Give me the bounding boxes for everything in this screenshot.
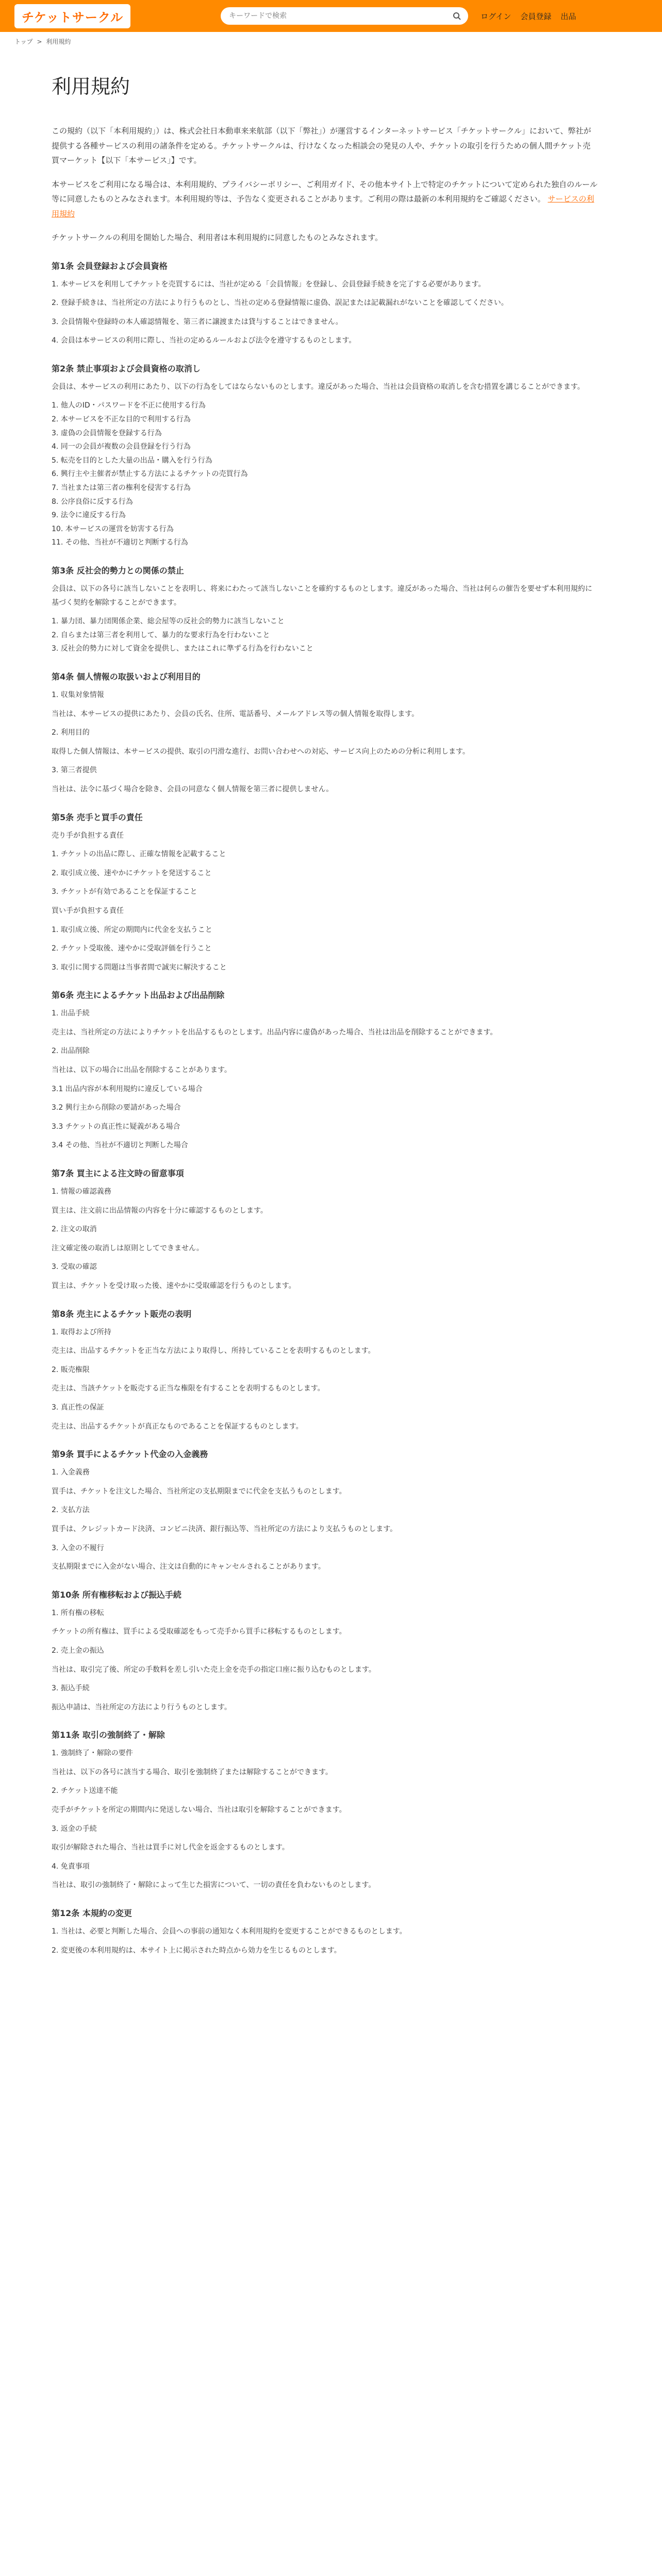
- section-paragraph: 買主は、注文前に出品情報の内容を十分に確認するものとします。: [52, 1206, 268, 1215]
- section-paragraph: 4. 会員は本サービスの利用に際し、当社の定めるルールおよび法令を遵守するものとします。: [52, 336, 356, 345]
- list-item: 5. 転売を目的とした大量の出品・購入を行う行為: [52, 456, 212, 465]
- search-icon[interactable]: [453, 12, 461, 20]
- section-paragraph: 3. 返金の手続: [52, 1824, 97, 1833]
- main-content: [39, 71, 610, 1975]
- section-paragraph: 1. 取引成立後、所定の期間内に代金を支払うこと: [52, 925, 212, 934]
- section-heading: 第3条 反社会的勢力との関係の禁止: [52, 566, 184, 575]
- section-paragraph: 売り手が負担する責任: [52, 831, 124, 840]
- section-paragraph: 1. 本サービスを利用してチケットを売買するには、当社が定める「会員情報」を登録し、会員登録手続きを完了する必要があります。: [52, 280, 486, 289]
- section-paragraph: 売主は、出品するチケットを正当な方法により取得し、所持していることを表明するものとします。: [52, 1347, 375, 1355]
- section-paragraph: 3.1 出品内容が本利用規約に違反している場合: [52, 1084, 203, 1093]
- section-paragraph: 当社は、以下の各号に該当する場合、取引を強制終了または解除することができます。: [52, 1768, 333, 1776]
- list-item: 2. 自らまたは第三者を利用して、暴力的な要求行為を行わないこと: [52, 631, 270, 639]
- section-paragraph: 1. 当社は、必要と判断した場合、会員への事前の通知なく本利用規約を変更することができるものとします。: [52, 1927, 407, 1936]
- section-paragraph: 振込申請は、当社所定の方法により行うものとします。: [52, 1703, 231, 1711]
- section-paragraph: チケットの所有権は、買手による受取確認をもって売手から買手に移転するものとします。: [52, 1628, 346, 1636]
- section-paragraph: 3. 入金の不履行: [52, 1544, 104, 1552]
- section-paragraph: 会員は、以下の各号に該当しないことを表明し、将来にわたって該当しないことを確約するものとします。違反があった場合、当社は何らの催告を要せず本利用規約に基づく契約を解除することができます。: [52, 585, 592, 607]
- terms-section: [52, 1588, 598, 1715]
- list-item: 8. 公序良俗に反する行為: [52, 497, 133, 506]
- breadcrumb-home[interactable]: トップ: [14, 38, 33, 45]
- section-paragraph: 売手がチケットを所定の期間内に発送しない場合、当社は取引を解除することができます。: [52, 1806, 346, 1815]
- section-paragraph: 当社は、本サービスの提供にあたり、会員の氏名、住所、電話番号、メールアドレス等の個人情報を取得します。: [52, 709, 419, 718]
- section-paragraph: 2. 変更後の本利用規約は、本サイト上に掲示された時点から効力を生じるものとします。: [52, 1946, 341, 1955]
- list-item: 9. 法令に違反する行為: [52, 511, 126, 520]
- section-heading: 第2条 禁止事項および会員資格の取消し: [52, 363, 201, 374]
- section-paragraph: 買主は、チケットを受け取った後、速やかに受取確認を行うものとします。: [52, 1282, 296, 1290]
- section-paragraph: 3.4 その他、当社が不適切と判断した場合: [52, 1141, 188, 1150]
- list-item: 4. 同一の会員が複数の会員登録を行う行為: [52, 443, 191, 451]
- list-item: 2. 本サービスを不正な目的で利用する行為: [52, 415, 191, 424]
- section-paragraph: 売主は、当該チケットを販売する正当な権限を有することを表明するものとします。: [52, 1384, 325, 1393]
- section-paragraph: 3. 取引に関する問題は当事者間で誠実に解決すること: [52, 963, 227, 972]
- section-list: [52, 399, 598, 550]
- section-heading: 第8条 売主によるチケット販売の表明: [52, 1309, 192, 1319]
- section-paragraph: 1. 情報の確認義務: [52, 1188, 111, 1196]
- section-heading: 第1条 会員登録および会員資格: [52, 261, 168, 271]
- section-paragraph: 支払期限までに入金がない場合、注文は自動的にキャンセルされることがあります。: [52, 1563, 325, 1571]
- section-paragraph: 3. 第三者提供: [52, 766, 97, 775]
- list-item: 3. 反社会的勢力に対して資金を提供し、またはこれに準ずる行為を行わないこと: [52, 645, 313, 653]
- search-input[interactable]: [228, 11, 453, 21]
- section-paragraph: 2. 支払方法: [52, 1506, 90, 1515]
- section-paragraph: 売主は、出品するチケットが真正なものであることを保証するものとします。: [52, 1422, 303, 1431]
- section-heading: 第6条 売主によるチケット出品および出品削除: [52, 990, 225, 1001]
- list-item: 11. その他、当社が不適切と判断する行為: [52, 538, 188, 547]
- terms-sections: [52, 260, 598, 1958]
- section-paragraph: 当社は、以下の場合に出品を削除することがあります。: [52, 1066, 231, 1075]
- list-item: 1. 他人のID・パスワードを不正に使用する行為: [52, 401, 206, 410]
- terms-link[interactable]: サービスの利用規約: [52, 194, 594, 218]
- section-paragraph: 1. 入金義務: [52, 1468, 90, 1477]
- list-item: 7. 当社または第三者の権利を侵害する行為: [52, 484, 191, 493]
- section-paragraph: 2. 利用目的: [52, 728, 90, 737]
- section-paragraph: 買手は、チケットを注文した場合、当社所定の支払期限までに代金を支払うものとします。: [52, 1487, 346, 1496]
- breadcrumb-current: 利用規約: [46, 38, 71, 45]
- list-item: 1. 暴力団、暴力団関係企業、総会屋等の反社会的勢力に該当しないこと: [52, 617, 285, 626]
- section-heading: 第7条 買主による注文時の留意事項: [52, 1168, 184, 1179]
- section-paragraph: 取得した個人情報は、本サービスの提供、取引の円滑な進行、お問い合わせへの対応、サービス向上のための分析に利用します。: [52, 747, 470, 756]
- section-paragraph: 2. 注文の取消: [52, 1225, 97, 1234]
- sell-link[interactable]: 出品: [560, 11, 576, 21]
- section-paragraph: 4. 免責事項: [52, 1862, 90, 1871]
- section-paragraph: 当社は、法令に基づく場合を除き、会員の同意なく個人情報を第三者に提供しません。: [52, 785, 334, 793]
- terms-section: [52, 1167, 598, 1293]
- section-paragraph: 2. 取引成立後、速やかにチケットを発送すること: [52, 869, 212, 877]
- terms-section: [52, 362, 598, 550]
- section-paragraph: 3. 真正性の保証: [52, 1403, 104, 1412]
- login-link[interactable]: ログイン: [481, 11, 511, 21]
- search-bar[interactable]: [221, 7, 468, 25]
- section-paragraph: 3.3 チケットの真正性に疑義がある場合: [52, 1122, 180, 1131]
- page-title: 利用規約: [52, 75, 130, 98]
- breadcrumb: [0, 32, 662, 51]
- section-paragraph: 買手は、クレジットカード決済、コンビニ決済、銀行振込等、当社所定の方法により支払うものとします。: [52, 1524, 398, 1533]
- terms-section: [52, 564, 598, 656]
- section-paragraph: 1. 出品手続: [52, 1009, 90, 1018]
- section-heading: 第12条 本規約の変更: [52, 1908, 132, 1919]
- section-paragraph: 注文確定後の取消しは原則としてできません。: [52, 1244, 204, 1252]
- intro-text: 本サービスをご利用になる場合は、本利用規約、プライバシーポリシー、ご利用ガイド、その他本サイト上で特定のチケットについて定められた独自のルール等に同意したものとみなされます。本利用規約等は、予告なく変更されることがあります。ご利用の際は最新の本利用規約をご確認ください。: [52, 179, 598, 204]
- section-paragraph: 買い手が負担する責任: [52, 906, 124, 915]
- register-link[interactable]: 会員登録: [520, 11, 552, 21]
- section-heading: 第10条 所有権移転および振込手続: [52, 1589, 181, 1600]
- terms-section: [52, 670, 598, 796]
- terms-section: [52, 260, 598, 348]
- section-paragraph: 取引が解除された場合、当社は買手に対し代金を返金するものとします。: [52, 1843, 289, 1852]
- list-item: 10. 本サービスの運営を妨害する行為: [52, 524, 174, 533]
- section-paragraph: 2. チケット受取後、速やかに受取評価を行うこと: [52, 944, 212, 953]
- intro-paragraph: この規約（以下「本利用規約」）は、株式会社日本動車来来航部（以下「弊社」）が運営するインターネットサービス「チケットサークル」において、弊社が提供する各種サービスの利用の諸条件を定める。チケットサークルは、行けなくなった相談会の発見の人や、チケットの取引を行うための個人間チケット売買マーケット【以下「本サービス」】です。: [52, 126, 591, 165]
- section-paragraph: 1. 強制終了・解除の要件: [52, 1749, 133, 1758]
- breadcrumb-separator: >: [37, 38, 42, 45]
- section-paragraph: 1. 取得および所持: [52, 1328, 111, 1336]
- section-paragraph: 当社は、取引の強制終了・解除によって生じた損害について、一切の責任を負わないものとします。: [52, 1881, 376, 1890]
- section-paragraph: 2. 販売権限: [52, 1365, 90, 1374]
- terms-section: [52, 1448, 598, 1574]
- section-paragraph: 2. 出品削除: [52, 1047, 90, 1056]
- terms-section: [52, 811, 598, 975]
- section-paragraph: 3. チケットが有効であることを保証すること: [52, 888, 197, 896]
- section-paragraph: 1. 所有権の移転: [52, 1608, 104, 1617]
- section-heading: 第4条 個人情報の取扱いおよび利用目的: [52, 671, 201, 682]
- terms-section: [52, 1728, 598, 1892]
- section-paragraph: 当社は、取引完了後、所定の手数料を差し引いた売上金を売手の指定口座に振り込むものとします。: [52, 1665, 376, 1674]
- section-paragraph: 売主は、当社所定の方法によりチケットを出品するものとします。出品内容に虚偽があった場合、当社は出品を削除することができます。: [52, 1028, 498, 1037]
- intro: [52, 124, 598, 245]
- section-paragraph: 3. 会員情報や登録時の本人確認情報を、第三者に譲渡または貸与することはできません。: [52, 317, 343, 326]
- section-paragraph: 3.2 興行主から削除の要請があった場合: [52, 1104, 181, 1112]
- section-paragraph: 2. 売上金の振込: [52, 1646, 104, 1655]
- section-list: [52, 615, 598, 656]
- section-heading: 第9条 買手によるチケット代金の入金義務: [52, 1449, 208, 1460]
- terms-section: [52, 1907, 598, 1957]
- section-paragraph: 2. 登録手続きは、当社所定の方法により行うものとし、当社の定める登録情報に虚偽、誤記または記載漏れがないことを確認してください。: [52, 299, 508, 308]
- section-heading: 第5条 売手と買手の責任: [52, 812, 143, 822]
- site-logo[interactable]: チケットサークル: [14, 4, 130, 28]
- section-paragraph: 2. チケット送達不能: [52, 1787, 118, 1795]
- section-paragraph: 3. 振込手続: [52, 1684, 90, 1693]
- section-paragraph: 1. 収集対象情報: [52, 690, 104, 699]
- section-paragraph: 会員は、本サービスの利用にあたり、以下の行為をしてはならないものとします。違反があった場合、当社は会員資格の取消しを含む措置を講じることができます。: [52, 382, 585, 391]
- list-item: 6. 興行主や主催者が禁止する方法によるチケットの売買行為: [52, 470, 248, 479]
- list-item: 3. 虚偽の会員情報を登録する行為: [52, 429, 162, 437]
- header-nav: [481, 11, 576, 22]
- intro-paragraph: チケットサークルの利用を開始した場合、利用者は本利用規約に同意したものとみなされます。: [52, 233, 383, 242]
- intro-paragraph: [52, 177, 598, 222]
- section-paragraph: 1. チケットの出品に際し、正確な情報を記載すること: [52, 850, 226, 859]
- terms-section: [52, 1308, 598, 1434]
- section-paragraph: 3. 受取の確認: [52, 1263, 97, 1272]
- terms-section: [52, 989, 598, 1153]
- top-header: [0, 0, 662, 32]
- section-heading: 第11条 取引の強制終了・解除: [52, 1730, 165, 1740]
